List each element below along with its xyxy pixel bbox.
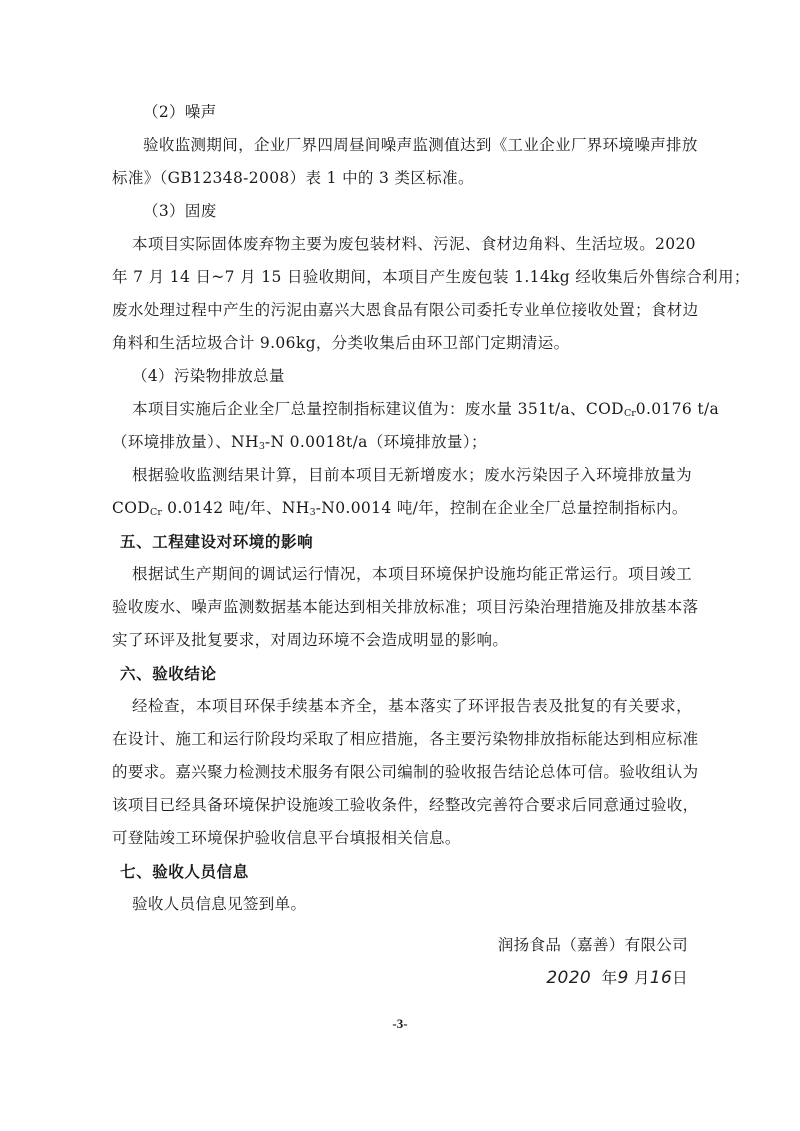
noise-heading: （2）噪声 (143, 103, 217, 121)
section-6-heading: 六、验收结论 (120, 664, 217, 683)
handwritten-month: 9 (617, 968, 629, 988)
section-7-heading: 七、验收人员信息 (120, 862, 249, 881)
document-page (112, 96, 750, 995)
pollutant-total-paragraph-line (112, 492, 692, 525)
text-fragment: -N 0.0018t/a（环境排放量）； (264, 433, 487, 451)
section-5-paragraph-line: 根据试生产期间的调试运行情况，本项目环境保护设施均能正常运行。项目竣工 (132, 565, 692, 583)
handwritten-day: 16 (649, 968, 673, 988)
text-fragment: 0.0176 t/a (635, 400, 720, 418)
solid-waste-heading: （3）固废 (143, 202, 217, 220)
text-fragment: 本项目实施后企业全厂总量控制指标建议值为：废水量 351t/a、COD (132, 400, 624, 418)
solid-waste-paragraph-line: 角料和生活垃圾合计 9.06kg，分类收集后由环卫部门定期清运。 (112, 334, 570, 352)
text-fragment: COD (112, 499, 151, 517)
text-fragment: -N0.0014 吨/年，控制在企业全厂总量控制指标内。 (315, 499, 688, 517)
pollutant-total-heading: （4）污染物排放总量 (132, 367, 285, 385)
subscript: 3 (309, 507, 316, 518)
day-unit: 日 (672, 969, 688, 987)
noise-paragraph-line: 验收监测期间，企业厂界四周昼间噪声监测值达到《工业企业厂界环境噪声排放 (143, 136, 698, 154)
subscript: 3 (258, 441, 265, 452)
company-signature: 润扬食品（嘉善）有限公司 (497, 936, 688, 954)
year-unit: 年 (601, 969, 618, 987)
section-5-paragraph-line: 验收废水、噪声监测数据基本能达到相关排放标准；项目污染治理措施及排放基本落 (112, 598, 699, 616)
section-6-paragraph-line: 可登陆竣工环境保护验收信息平台填报相关信息。 (112, 829, 461, 847)
page-number: -3- (392, 1016, 408, 1031)
section-6-paragraph-line: 经检查，本项目环保手续基本齐全，基本落实了环评报告表及批复的有关要求， (132, 697, 692, 715)
section-6-paragraph-line: 在设计、施工和运行阶段均采取了相应措施，各主要污染物排放指标能达到相应标准 (112, 730, 699, 748)
subscript: Cr (150, 507, 162, 518)
pollutant-total-paragraph-line: 根据验收监测结果计算，目前本项目无新增废水；废水污染因子入环境排放量为 (132, 466, 692, 484)
subscript: Cr (623, 408, 636, 419)
noise-paragraph-line: 标准》（GB12348-2008）表 1 中的 3 类区标准。 (112, 169, 474, 187)
section-6-paragraph-line: 的要求。嘉兴聚力检测技术服务有限公司编制的验收报告结论总体可信。验收组认为 (112, 763, 699, 781)
pollutant-total-paragraph-line (112, 426, 692, 459)
month-unit: 月 (633, 969, 650, 987)
text-fragment: 0.0142 吨/年、NH (161, 499, 310, 517)
section-6-paragraph-line: 该项目已经具备环境保护设施竣工验收条件，经整改完善符合要求后同意通过验收， (112, 796, 699, 814)
pollutant-total-paragraph-line (112, 393, 720, 426)
text-fragment: （环境排放量）、NH (112, 433, 259, 451)
solid-waste-paragraph-line: 年 7 月 14 日~7 月 15 日验收期间，本项目产生废包装 1.14kg 经收集后外售综合利用； (112, 268, 750, 286)
handwritten-year: 2020 (546, 968, 592, 988)
solid-waste-paragraph-line: 本项目实际固体废弃物主要为废包装材料、污泥、食材边角料、生活垃圾。2020 (132, 235, 696, 253)
section-5-heading: 五、工程建设对环境的影响 (120, 532, 314, 551)
signature-date (112, 962, 692, 995)
section-7-paragraph-line: 验收人员信息见签到单。 (132, 895, 307, 913)
section-5-paragraph-line: 实了环评及批复要求，对周边环境不会造成明显的影响。 (112, 631, 509, 649)
solid-waste-paragraph-line: 废水处理过程中产生的污泥由嘉兴大恩食品有限公司委托专业单位接收处置；食材边 (112, 301, 699, 319)
